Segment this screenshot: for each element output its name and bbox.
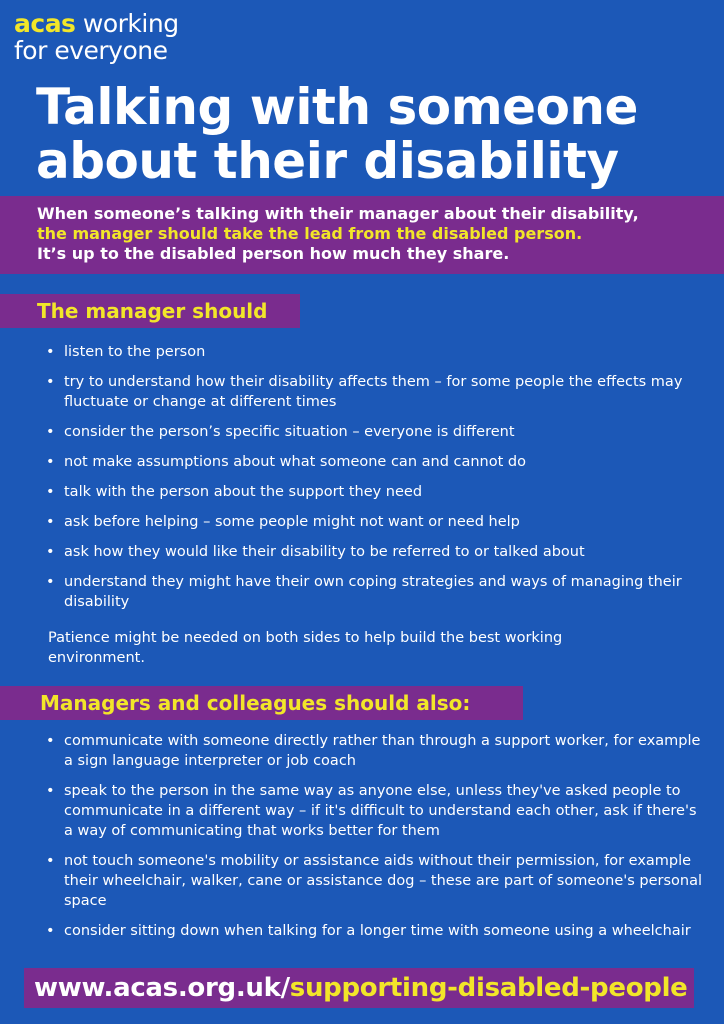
patience-note: Patience might be needed on both sides to help build the best working environment. (48, 630, 563, 666)
list-item: • try to understand how their disability affects them – for some people the effects may fluctuate or change at different times (46, 372, 696, 412)
title-line-1: Talking with someone (36, 78, 638, 136)
manager-list (46, 342, 696, 622)
footer-path: supporting-disabled-people (289, 973, 688, 1003)
footer-domain: www.acas.org.uk/ (34, 973, 290, 1003)
list-item: • not make assumptions about what someone can and cannot do (46, 452, 696, 472)
list-item: • communicate with someone directly rather than through a support worker, for example a sign language interpreter or job coach (46, 731, 706, 771)
intro-panel (0, 196, 724, 274)
list-item: • consider sitting down when talking for a longer time with someone using a wheelchair (46, 921, 706, 941)
list-item: • speak to the person in the same way as anyone else, unless they've asked people to communicate in a different way – if it's difficult to understand each other, ask if there's a way of communicating that works better for them (46, 781, 706, 841)
intro-line-3: It’s up to the disabled person how much they share. (37, 244, 510, 263)
acas-logo (14, 10, 179, 64)
intro-line-2: the manager should take the lead from the disabled person. (37, 224, 583, 243)
page-title (36, 80, 716, 188)
title-line-2: about their disability (36, 132, 619, 190)
logo-tagline-2: for everyone (14, 36, 168, 65)
logo-tagline-1: working (82, 9, 179, 38)
logo-brand: acas (14, 9, 76, 38)
section-2-heading: Managers and colleagues should also: (0, 686, 523, 720)
section-1-heading: The manager should (0, 294, 300, 328)
list-item: • ask how they would like their disability to be referred to or talked about (46, 542, 696, 562)
list-item: • not touch someone's mobility or assistance aids without their permission, for example their wheelchair, walker, cane or assistance dog – these are part of someone's personal space (46, 851, 706, 911)
colleagues-list (46, 731, 706, 951)
list-item: • consider the person’s specific situation – everyone is different (46, 422, 696, 442)
list-item: • understand they might have their own coping strategies and ways of managing their disability (46, 572, 696, 612)
list-item: • ask before helping – some people might not want or need help (46, 512, 696, 532)
list-item: • talk with the person about the support they need (46, 482, 696, 502)
list-item: • listen to the person (46, 342, 696, 362)
intro-line-1: When someone’s talking with their manager about their disability, (37, 204, 639, 223)
footer-url[interactable] (24, 968, 694, 1008)
